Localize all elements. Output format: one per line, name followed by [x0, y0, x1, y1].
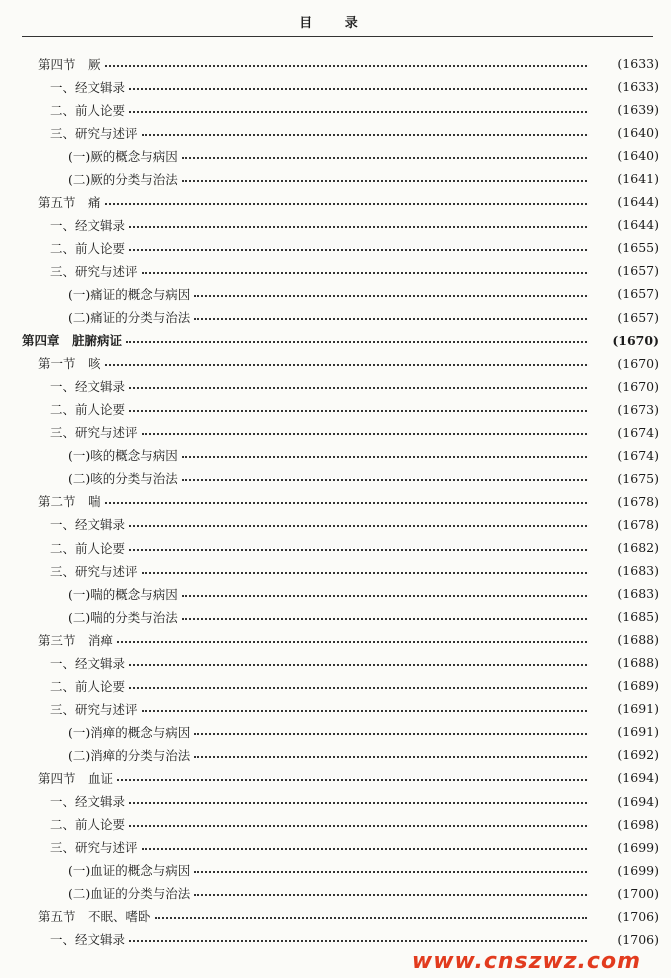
- toc-entry-item[interactable]: [0, 928, 671, 951]
- toc-entry-section[interactable]: [0, 766, 671, 789]
- toc-entry-label: 二、前人论要: [50, 817, 126, 833]
- toc-entry-page-number: (1694): [617, 793, 659, 809]
- toc-entry-page-number: (1691): [617, 724, 659, 740]
- toc-entry-label: (二)咳的分类与治法: [68, 471, 178, 487]
- toc-entry-label: 二、前人论要: [50, 102, 126, 118]
- toc-entry-item[interactable]: [0, 398, 671, 421]
- toc-entry-label: (二)消瘅的分类与治法: [68, 747, 191, 763]
- header-rule: [22, 36, 653, 37]
- toc-entry-label: 第一节 咳: [38, 356, 101, 372]
- toc-entry-page-number: (1683): [617, 586, 659, 602]
- page-header: [0, 0, 671, 40]
- toc-entry-chapter[interactable]: [0, 329, 671, 352]
- toc-entry-page-number: (1706): [617, 931, 659, 947]
- dot-leader: [182, 180, 587, 182]
- toc-entry-page-number: (1699): [617, 862, 659, 878]
- toc-entry-label: 三、研究与述评: [50, 425, 138, 441]
- dot-leader: [194, 894, 587, 896]
- toc-entry-label: 第四节 血证: [38, 770, 114, 786]
- toc-entry-page-number: (1641): [617, 171, 659, 187]
- toc-entry-page-number: (1683): [617, 563, 659, 579]
- toc-entry-label: 三、研究与述评: [50, 263, 138, 279]
- toc-entry-label: 第四章 脏腑病证: [22, 333, 123, 349]
- toc-entry-item[interactable]: [0, 513, 671, 536]
- toc-entry-page-number: (1699): [617, 839, 659, 855]
- toc-entry-sub[interactable]: [0, 467, 671, 490]
- toc-entry-page-number: (1698): [617, 816, 659, 832]
- dot-leader: [129, 664, 587, 666]
- toc-entry-item[interactable]: [0, 836, 671, 859]
- toc-entry-page-number: (1670): [612, 332, 659, 348]
- toc-entry-page-number: (1694): [617, 770, 659, 786]
- toc-entry-label: (一)咳的概念与病因: [68, 448, 178, 464]
- toc-entry-page-number: (1644): [617, 217, 659, 233]
- toc-entry-page-number: (1678): [617, 516, 659, 532]
- dot-leader: [155, 917, 587, 919]
- toc-entry-item[interactable]: [0, 813, 671, 836]
- toc-entry-section[interactable]: [0, 52, 671, 75]
- dot-leader: [194, 318, 587, 320]
- toc-entry-sub[interactable]: [0, 720, 671, 743]
- toc-entry-item[interactable]: [0, 674, 671, 697]
- toc-entry-label: 二、前人论要: [50, 678, 126, 694]
- dot-leader: [194, 733, 587, 735]
- toc-entry-page-number: (1657): [617, 286, 659, 302]
- toc-entry-label: 一、经文辑录: [50, 79, 126, 95]
- toc-entry-label: 第五节 痛: [38, 194, 101, 210]
- dot-leader: [194, 871, 587, 873]
- toc-entry-page-number: (1670): [617, 355, 659, 371]
- toc-entry-label: (一)厥的概念与病因: [68, 148, 178, 164]
- dot-leader: [182, 618, 587, 620]
- toc-entry-page-number: (1689): [617, 678, 659, 694]
- dot-leader: [105, 203, 587, 205]
- toc-entry-label: 二、前人论要: [50, 402, 126, 418]
- toc-entry-item[interactable]: [0, 236, 671, 259]
- dot-leader: [182, 479, 587, 481]
- dot-leader: [194, 295, 587, 297]
- toc-entry-page-number: (1674): [617, 424, 659, 440]
- toc-entry-label: 第二节 喘: [38, 494, 101, 510]
- toc-entry-section[interactable]: [0, 190, 671, 213]
- toc-entry-page-number: (1706): [617, 908, 659, 924]
- toc-entry-page-number: (1633): [617, 79, 659, 95]
- toc-entry-page-number: (1673): [617, 401, 659, 417]
- table-of-contents: [0, 52, 671, 951]
- toc-entry-page-number: (1633): [617, 56, 659, 72]
- toc-entry-label: (一)喘的概念与病因: [68, 586, 178, 602]
- dot-leader: [129, 802, 587, 804]
- toc-entry-sub[interactable]: [0, 605, 671, 628]
- toc-entry-page-number: (1655): [617, 240, 659, 256]
- toc-entry-item[interactable]: [0, 75, 671, 98]
- toc-entry-page-number: (1678): [617, 493, 659, 509]
- toc-entry-page-number: (1685): [617, 609, 659, 625]
- dot-leader: [129, 249, 587, 251]
- toc-entry-item[interactable]: [0, 536, 671, 559]
- toc-entry-sub[interactable]: [0, 144, 671, 167]
- toc-entry-label: (二)痛证的分类与治法: [68, 310, 191, 326]
- dot-leader: [142, 272, 587, 274]
- toc-entry-label: 三、研究与述评: [50, 701, 138, 717]
- toc-entry-label: 三、研究与述评: [50, 125, 138, 141]
- toc-entry-section[interactable]: [0, 628, 671, 651]
- toc-entry-label: (二)血证的分类与治法: [68, 886, 191, 902]
- toc-entry-item[interactable]: [0, 697, 671, 720]
- dot-leader: [182, 595, 587, 597]
- dot-leader: [105, 502, 587, 504]
- dot-leader: [129, 410, 587, 412]
- toc-entry-label: 一、经文辑录: [50, 655, 126, 671]
- toc-entry-page-number: (1670): [617, 378, 659, 394]
- toc-entry-label: 一、经文辑录: [50, 932, 126, 948]
- toc-entry-section[interactable]: [0, 905, 671, 928]
- toc-entry-sub[interactable]: [0, 444, 671, 467]
- toc-entry-sub[interactable]: [0, 859, 671, 882]
- watermark: www.cnszwz.com: [411, 949, 641, 974]
- dot-leader: [126, 341, 587, 343]
- toc-entry-label: 第五节 不眠、嗜卧: [38, 909, 151, 925]
- toc-entry-page-number: (1674): [617, 447, 659, 463]
- toc-entry-item[interactable]: [0, 213, 671, 236]
- dot-leader: [129, 687, 587, 689]
- dot-leader: [129, 387, 587, 389]
- dot-leader: [117, 779, 587, 781]
- dot-leader: [182, 456, 587, 458]
- toc-entry-label: 一、经文辑录: [50, 217, 126, 233]
- dot-leader: [142, 848, 587, 850]
- toc-entry-label: 三、研究与述评: [50, 840, 138, 856]
- dot-leader: [142, 572, 587, 574]
- toc-entry-label: 第四节 厥: [38, 56, 101, 72]
- dot-leader: [142, 433, 587, 435]
- toc-entry-item[interactable]: [0, 98, 671, 121]
- dot-leader: [129, 549, 587, 551]
- dot-leader: [129, 825, 587, 827]
- dot-leader: [129, 940, 587, 942]
- toc-entry-page-number: (1639): [617, 102, 659, 118]
- toc-entry-label: 一、经文辑录: [50, 794, 126, 810]
- dot-leader: [194, 756, 587, 758]
- toc-entry-item[interactable]: [0, 559, 671, 582]
- toc-entry-sub[interactable]: [0, 282, 671, 305]
- toc-entry-item[interactable]: [0, 375, 671, 398]
- toc-entry-page-number: (1692): [617, 747, 659, 763]
- toc-entry-label: 第三节 消瘅: [38, 632, 114, 648]
- toc-entry-label: (二)喘的分类与治法: [68, 609, 178, 625]
- toc-entry-item[interactable]: [0, 259, 671, 282]
- toc-entry-sub[interactable]: [0, 582, 671, 605]
- toc-entry-sub[interactable]: [0, 882, 671, 905]
- toc-entry-section[interactable]: [0, 352, 671, 375]
- toc-entry-page-number: (1640): [617, 125, 659, 141]
- toc-entry-item[interactable]: [0, 421, 671, 444]
- toc-entry-item[interactable]: [0, 651, 671, 674]
- toc-entry-sub[interactable]: [0, 167, 671, 190]
- dot-leader: [129, 111, 587, 113]
- toc-entry-page-number: (1657): [617, 263, 659, 279]
- toc-entry-page-number: (1640): [617, 148, 659, 164]
- toc-entry-label: 一、经文辑录: [50, 517, 126, 533]
- toc-entry-page-number: (1644): [617, 194, 659, 210]
- dot-leader: [129, 525, 587, 527]
- toc-entry-page-number: (1675): [617, 470, 659, 486]
- toc-entry-label: 二、前人论要: [50, 540, 126, 556]
- toc-entry-label: (二)厥的分类与治法: [68, 171, 178, 187]
- dot-leader: [129, 226, 587, 228]
- toc-entry-page-number: (1691): [617, 701, 659, 717]
- dot-leader: [142, 134, 587, 136]
- toc-entry-label: 一、经文辑录: [50, 379, 126, 395]
- toc-entry-page-number: (1688): [617, 632, 659, 648]
- toc-entry-label: (一)血证的概念与病因: [68, 863, 191, 879]
- toc-entry-label: 三、研究与述评: [50, 563, 138, 579]
- toc-entry-page-number: (1688): [617, 655, 659, 671]
- toc-entry-label: (一)痛证的概念与病因: [68, 286, 191, 302]
- toc-entry-page-number: (1682): [617, 540, 659, 555]
- dot-leader: [105, 65, 587, 67]
- page-title: 目 录: [299, 16, 372, 31]
- dot-leader: [105, 364, 587, 366]
- toc-entry-label: (一)消瘅的概念与病因: [68, 724, 191, 740]
- dot-leader: [182, 157, 587, 159]
- toc-entry-page-number: (1657): [617, 309, 659, 325]
- dot-leader: [129, 88, 587, 90]
- dot-leader: [142, 710, 587, 712]
- toc-entry-section[interactable]: [0, 490, 671, 513]
- dot-leader: [117, 641, 587, 643]
- toc-entry-sub[interactable]: [0, 743, 671, 766]
- toc-entry-sub[interactable]: [0, 306, 671, 329]
- toc-entry-item[interactable]: [0, 790, 671, 813]
- toc-entry-page-number: (1700): [617, 885, 659, 901]
- toc-entry-item[interactable]: [0, 121, 671, 144]
- toc-entry-label: 二、前人论要: [50, 240, 126, 256]
